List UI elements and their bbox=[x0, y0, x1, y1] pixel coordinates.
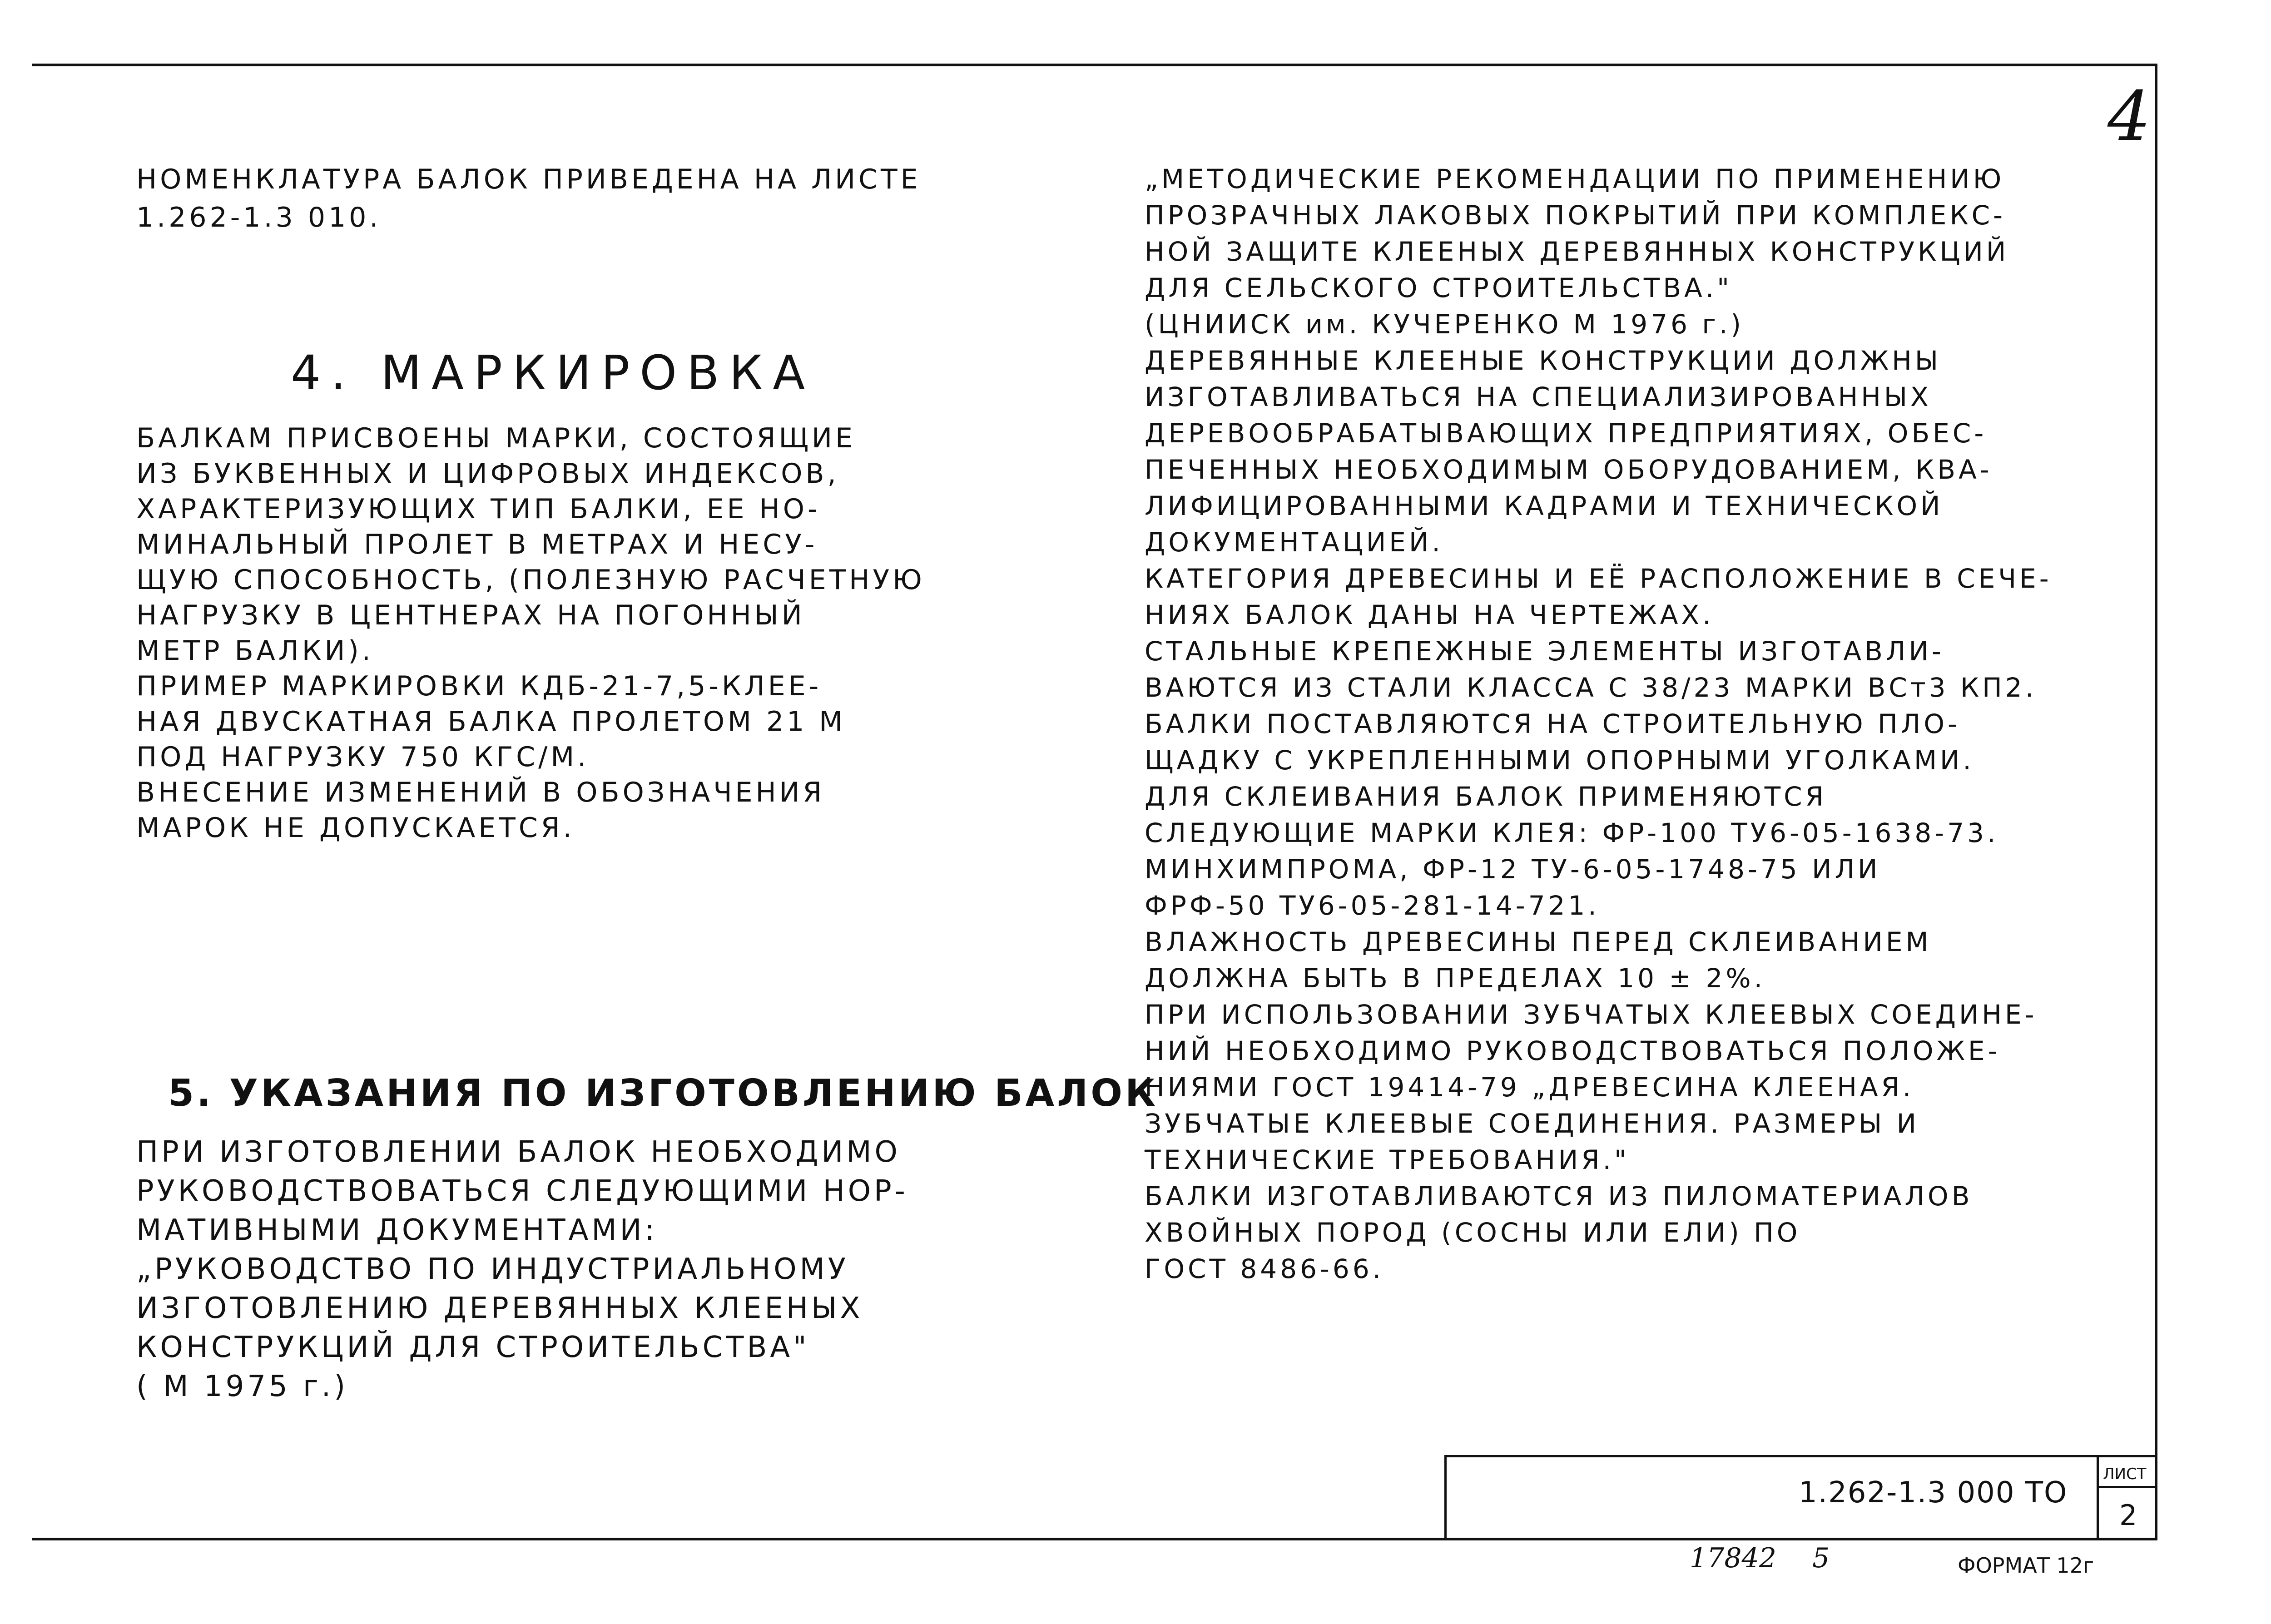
archive-sub-number: 5 bbox=[1812, 1542, 1830, 1574]
stamp-sheet-label-line bbox=[2097, 1486, 2157, 1488]
section-4-line: ЩУЮ СПОСОБНОСТЬ, (ПОЛЕЗНУЮ РАСЧЕТНУЮ bbox=[136, 564, 925, 596]
document-code: 1.262-1.3 000 ТО bbox=[1799, 1476, 2068, 1510]
section-4-line: МИНАЛЬНЫЙ ПРОЛЕТ В МЕТРАХ И НЕСУ- bbox=[136, 529, 818, 560]
section-5-line: РУКОВОДСТВОВАТЬСЯ СЛЕДУЮЩИМИ НОР- bbox=[136, 1174, 908, 1208]
right-line: ГОСТ 8486-66. bbox=[1145, 1253, 1384, 1284]
section-4-line: ВНЕСЕНИЕ ИЗМЕНЕНИЙ В ОБОЗНАЧЕНИЯ bbox=[136, 777, 825, 808]
section-4-line: ИЗ БУКВЕННЫХ И ЦИФРОВЫХ ИНДЕКСОВ, bbox=[136, 458, 839, 490]
right-line: ВАЮТСЯ ИЗ СТАЛИ КЛАССА С 38/23 МАРКИ ВСт3 КП2. bbox=[1145, 672, 2037, 703]
section-4-body bbox=[136, 422, 999, 847]
top-border bbox=[32, 64, 2157, 66]
right-line: ДОКУМЕНТАЦИЕЙ. bbox=[1145, 527, 1443, 558]
right-column-body bbox=[1145, 163, 2189, 1290]
right-line: БАЛКИ ПОСТАВЛЯЮТСЯ НА СТРОИТЕЛЬНУЮ ПЛО- bbox=[1145, 708, 1960, 739]
right-line: ИЗГОТАВЛИВАТЬСЯ НА СПЕЦИАЛИЗИРОВАННЫХ bbox=[1145, 381, 1932, 412]
right-line: ФРФ-50 ТУ6-05-281-14-721. bbox=[1145, 890, 1600, 921]
right-line: ЩАДКУ С УКРЕПЛЕННЫМИ ОПОРНЫМИ УГОЛКАМИ. bbox=[1145, 745, 1974, 776]
right-line: (ЦНИИСК им. КУЧЕРЕНКО М 1976 г.) bbox=[1145, 309, 1744, 340]
right-line: МИНХИМПРОМА, ФР-12 ТУ-6-05-1748-75 ИЛИ bbox=[1145, 854, 1881, 885]
bottom-border bbox=[32, 1538, 2157, 1540]
section-5-line: КОНСТРУКЦИЙ ДЛЯ СТРОИТЕЛЬСТВА" bbox=[136, 1331, 810, 1364]
right-line: СТАЛЬНЫЕ КРЕПЕЖНЫЕ ЭЛЕМЕНТЫ ИЗГОТАВЛИ- bbox=[1145, 636, 1944, 667]
section-4-line: ПРИМЕР МАРКИРОВКИ КДБ-21-7,5-КЛЕЕ- bbox=[136, 670, 822, 702]
intro-line: НОМЕНКЛАТУРА БАЛОК ПРИВЕДЕНА НА ЛИСТЕ bbox=[136, 163, 921, 195]
archive-number: 17842 bbox=[1690, 1542, 1776, 1574]
section-5-body bbox=[136, 1135, 999, 1409]
section-5-line: ИЗГОТОВЛЕНИЮ ДЕРЕВЯННЫХ КЛЕЕНЫХ bbox=[136, 1292, 863, 1325]
section-4-line: МАРОК НЕ ДОПУСКАЕТСЯ. bbox=[136, 812, 575, 844]
right-line: НИЯХ БАЛОК ДАНЫ НА ЧЕРТЕЖАХ. bbox=[1145, 599, 1714, 630]
right-line: ЛИФИЦИРОВАННЫМИ КАДРАМИ И ТЕХНИЧЕСКОЙ bbox=[1145, 490, 1944, 521]
right-line: ТЕХНИЧЕСКИЕ ТРЕБОВАНИЯ." bbox=[1145, 1144, 1630, 1175]
handwritten-sheet-number: 4 bbox=[2107, 77, 2151, 156]
section-4-heading: 4. МАРКИРОВКА bbox=[291, 345, 815, 401]
intro-line: 1.262-1.3 010. bbox=[136, 202, 382, 233]
right-line: ВЛАЖНОСТЬ ДРЕВЕСИНЫ ПЕРЕД СКЛЕИВАНИЕМ bbox=[1145, 926, 1932, 957]
section-4-line: НАЯ ДВУСКАТНАЯ БАЛКА ПРОЛЕТОМ 21 М bbox=[136, 706, 846, 738]
section-4-line: МЕТР БАЛКИ). bbox=[136, 635, 374, 667]
right-line: „МЕТОДИЧЕСКИЕ РЕКОМЕНДАЦИИ ПО ПРИМЕНЕНИЮ bbox=[1145, 163, 2005, 194]
stamp-sheet-divider bbox=[2097, 1455, 2099, 1540]
right-line: НИЯМИ ГОСТ 19414-79 „ДРЕВЕСИНА КЛЕЕНАЯ. bbox=[1145, 1072, 1914, 1103]
right-line: ДОЛЖНА БЫТЬ В ПРЕДЕЛАХ 10 ± 2%. bbox=[1145, 963, 1766, 994]
section-4-line: ХАРАКТЕРИЗУЮЩИХ ТИП БАЛКИ, ЕЕ НО- bbox=[136, 493, 821, 525]
section-4-line: ПОД НАГРУЗКУ 750 КГС/М. bbox=[136, 741, 590, 773]
right-line: ДЕРЕВООБРАБАТЫВАЮЩИХ ПРЕДПРИЯТИЯХ, ОБЕС- bbox=[1145, 418, 1987, 449]
section-5-heading: 5. УКАЗАНИЯ ПО ИЗГОТОВЛЕНИЮ БАЛОК bbox=[168, 1072, 1158, 1115]
right-line: НИЙ НЕОБХОДИМО РУКОВОДСТВОВАТЬСЯ ПОЛОЖЕ- bbox=[1145, 1035, 2001, 1066]
right-line: КАТЕГОРИЯ ДРЕВЕСИНЫ И ЕЁ РАСПОЛОЖЕНИЕ В СЕЧЕ- bbox=[1145, 563, 2052, 594]
right-line: ДЕРЕВЯННЫЕ КЛЕЕНЫЕ КОНСТРУКЦИИ ДОЛЖНЫ bbox=[1145, 345, 1942, 376]
right-line: СЛЕДУЮЩИЕ МАРКИ КЛЕЯ: ФР-100 ТУ6-05-1638-73. bbox=[1145, 817, 1999, 848]
right-line: БАЛКИ ИЗГОТАВЛИВАЮТСЯ ИЗ ПИЛОМАТЕРИАЛОВ bbox=[1145, 1181, 1973, 1212]
stamp-top-line bbox=[1444, 1455, 2157, 1457]
section-5-line: МАТИВНЫМИ ДОКУМЕНТАМИ: bbox=[136, 1213, 658, 1247]
section-4-line: БАЛКАМ ПРИСВОЕНЫ МАРКИ, СОСТОЯЩИЕ bbox=[136, 422, 856, 454]
sheet-label: ЛИСТ bbox=[2103, 1465, 2147, 1483]
section-5-line: ПРИ ИЗГОТОВЛЕНИИ БАЛОК НЕОБХОДИМО bbox=[136, 1135, 901, 1169]
stamp-left-line bbox=[1444, 1455, 1447, 1540]
right-line: ДЛЯ СЕЛЬСКОГО СТРОИТЕЛЬСТВА." bbox=[1145, 272, 1732, 303]
right-line: ПРОЗРАЧНЫХ ЛАКОВЫХ ПОКРЫТИЙ ПРИ КОМПЛЕКС- bbox=[1145, 200, 2006, 231]
sheet-value: 2 bbox=[2119, 1499, 2137, 1532]
right-line: ПРИ ИСПОЛЬЗОВАНИИ ЗУБЧАТЫХ КЛЕЕВЫХ СОЕДИНЕ- bbox=[1145, 999, 2038, 1030]
right-line: НОЙ ЗАЩИТЕ КЛЕЕНЫХ ДЕРЕВЯННЫХ КОНСТРУКЦИЙ bbox=[1145, 236, 2009, 267]
section-4-line: НАГРУЗКУ В ЦЕНТНЕРАХ НА ПОГОННЫЙ bbox=[136, 599, 805, 631]
section-5-line: „РУКОВОДСТВО ПО ИНДУСТРИАЛЬНОМУ bbox=[136, 1253, 849, 1286]
right-line: ХВОЙНЫХ ПОРОД (СОСНЫ ИЛИ ЕЛИ) ПО bbox=[1145, 1217, 1801, 1248]
right-line: ДЛЯ СКЛЕИВАНИЯ БАЛОК ПРИМЕНЯЮТСЯ bbox=[1145, 781, 1827, 812]
section-5-line: ( М 1975 г.) bbox=[136, 1370, 349, 1403]
right-line: ПЕЧЕННЫХ НЕОБХОДИМЫМ ОБОРУДОВАНИЕМ, КВА- bbox=[1145, 454, 1993, 485]
intro-block bbox=[136, 163, 999, 240]
right-line: ЗУБЧАТЫЕ КЛЕЕВЫЕ СОЕДИНЕНИЯ. РАЗМЕРЫ И bbox=[1145, 1108, 1920, 1139]
paper-format: ФОРМАТ 12г bbox=[1958, 1553, 2094, 1578]
